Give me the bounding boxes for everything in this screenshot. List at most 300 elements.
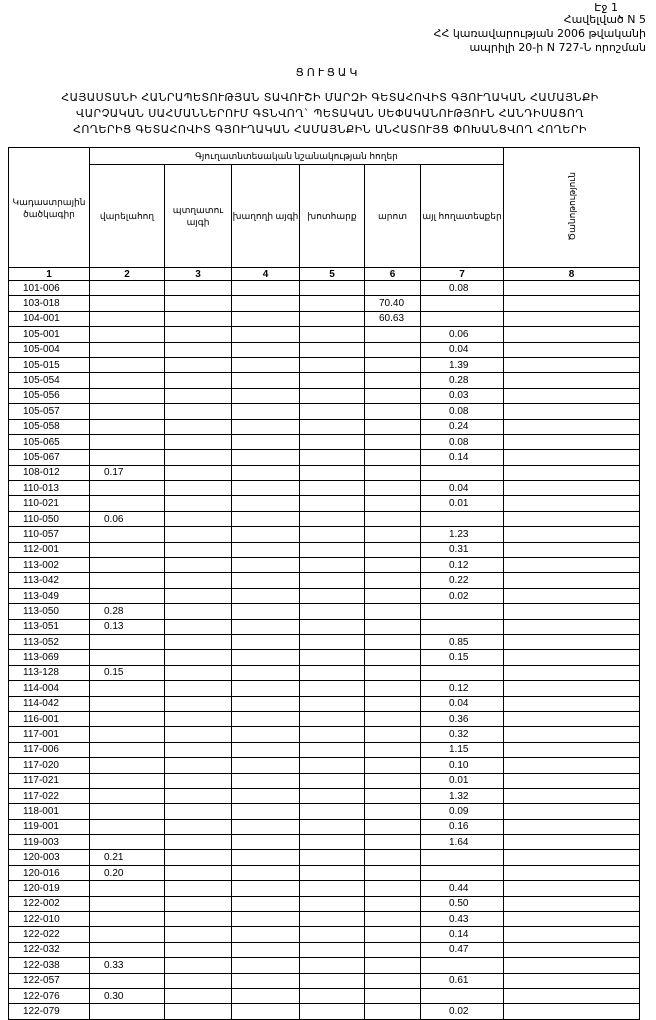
hayfield-cell [300,311,365,326]
orchard-cell [165,481,232,496]
pasture-cell [365,958,421,973]
col-number-8: 8 [504,268,640,281]
table-row [9,404,640,419]
vineyard-cell [232,958,300,973]
other-land-cell [421,511,504,526]
hayfield-cell [300,281,365,296]
note-cell [504,558,640,573]
orchard-cell [165,419,232,434]
other-land-cell: 0.12 [421,681,504,696]
arable-cell [90,373,165,388]
orchard-cell [165,865,232,880]
cadastral-code-cell: 105-067 [9,450,90,465]
arable-cell: 0.30 [90,988,165,1003]
orchard-cell [165,942,232,957]
other-land-cell: 0.01 [421,773,504,788]
vineyard-cell [232,588,300,603]
cadastral-code-cell: 110-057 [9,527,90,542]
cadastral-code-cell: 101-006 [9,281,90,296]
hayfield-cell [300,542,365,557]
hayfield-cell [300,881,365,896]
cadastral-code-cell: 117-022 [9,788,90,803]
vineyard-cell [232,527,300,542]
hayfield-cell [300,973,365,988]
vineyard-cell [232,927,300,942]
orchard-cell [165,773,232,788]
hayfield-cell [300,527,365,542]
cadastral-code-cell: 113-052 [9,634,90,649]
note-cell [504,542,640,557]
other-land-cell [421,311,504,326]
header-pasture: արոտ [365,165,421,268]
other-land-cell: 1.15 [421,742,504,757]
table-row [9,281,640,296]
orchard-cell [165,527,232,542]
vineyard-cell [232,788,300,803]
orchard-cell [165,511,232,526]
cadastral-code-cell: 113-002 [9,558,90,573]
orchard-cell [165,327,232,342]
pasture-cell [365,434,421,449]
hayfield-cell [300,481,365,496]
orchard-cell [165,819,232,834]
table-row [9,665,640,680]
table-row [9,896,640,911]
hayfield-cell [300,573,365,588]
cadastral-code-cell: 104-001 [9,311,90,326]
arable-cell [90,881,165,896]
note-cell [504,481,640,496]
note-cell [504,527,640,542]
orchard-cell [165,619,232,634]
cadastral-code-cell: 105-001 [9,327,90,342]
arable-cell: 0.20 [90,865,165,880]
note-cell [504,465,640,480]
pasture-cell [365,850,421,865]
cadastral-code-cell: 122-002 [9,896,90,911]
arable-cell [90,388,165,403]
note-cell [504,927,640,942]
cadastral-code-cell: 117-006 [9,742,90,757]
vineyard-cell [232,496,300,511]
vineyard-cell [232,573,300,588]
pasture-cell [365,357,421,372]
table-row [9,419,640,434]
other-land-cell: 0.14 [421,450,504,465]
pasture-cell [365,588,421,603]
arable-cell [90,634,165,649]
cadastral-code-cell: 122-057 [9,973,90,988]
hayfield-cell [300,927,365,942]
note-cell [504,281,640,296]
pasture-cell [365,912,421,927]
other-land-cell: 0.43 [421,912,504,927]
other-land-cell: 0.50 [421,896,504,911]
note-cell [504,573,640,588]
cadastral-code-cell: 117-021 [9,773,90,788]
cadastral-code-cell: 117-020 [9,758,90,773]
table-row [9,850,640,865]
note-cell [504,342,640,357]
pasture-cell [365,558,421,573]
orchard-cell [165,404,232,419]
hayfield-cell [300,342,365,357]
hayfield-cell [300,988,365,1003]
other-land-cell: 0.04 [421,342,504,357]
orchard-cell [165,388,232,403]
orchard-cell [165,373,232,388]
other-land-cell: 0.14 [421,927,504,942]
vineyard-cell [232,542,300,557]
orchard-cell [165,727,232,742]
cadastral-code-cell: 122-032 [9,942,90,957]
pasture-cell [365,327,421,342]
arable-cell [90,819,165,834]
header-hayfield: խոտհարք [300,165,365,268]
hayfield-cell [300,434,365,449]
arable-cell [90,727,165,742]
hayfield-cell [300,388,365,403]
orchard-cell [165,958,232,973]
other-land-cell: 0.85 [421,634,504,649]
note-cell [504,773,640,788]
cadastral-code-cell: 105-065 [9,434,90,449]
vineyard-cell [232,511,300,526]
cadastral-code-cell: 110-013 [9,481,90,496]
other-land-cell: 0.08 [421,281,504,296]
col-number-5: 5 [300,268,365,281]
orchard-cell [165,696,232,711]
hayfield-cell [300,696,365,711]
arable-cell: 0.13 [90,619,165,634]
vineyard-cell [232,865,300,880]
table-row [9,942,640,957]
other-land-cell [421,988,504,1003]
pasture-cell [365,711,421,726]
orchard-cell [165,357,232,372]
arable-cell [90,419,165,434]
orchard-cell [165,788,232,803]
vineyard-cell [232,681,300,696]
table-row [9,434,640,449]
orchard-cell [165,973,232,988]
pasture-cell [365,927,421,942]
col-number-3: 3 [165,268,232,281]
arable-cell [90,327,165,342]
vineyard-cell [232,481,300,496]
hayfield-cell [300,619,365,634]
table-row [9,788,640,803]
pasture-cell [365,450,421,465]
pasture-cell [365,281,421,296]
note-cell [504,681,640,696]
cadastral-code-cell: 105-058 [9,419,90,434]
cadastral-code-cell: 118-001 [9,804,90,819]
hayfield-cell [300,650,365,665]
table-row [9,604,640,619]
cadastral-code-cell: 103-018 [9,296,90,311]
table-row [9,1004,640,1019]
arable-cell: 0.33 [90,958,165,973]
hayfield-cell [300,465,365,480]
pasture-cell [365,665,421,680]
annex-reference [434,13,646,55]
pasture-cell [365,511,421,526]
orchard-cell [165,542,232,557]
cadastral-code-cell: 105-004 [9,342,90,357]
header-arable: վարելահող [90,165,165,268]
note-cell [504,450,640,465]
note-cell [504,804,640,819]
other-land-cell: 0.08 [421,434,504,449]
other-land-cell: 0.02 [421,588,504,603]
vineyard-cell [232,835,300,850]
orchard-cell [165,496,232,511]
hayfield-cell [300,742,365,757]
title-line-2: ՎԱՐՉԱԿԱՆ ՍԱՀՄԱՆՆԵՐՈՒՄ ԳՏՆՎՈՂ` ՊԵՏԱԿԱՆ ՍԵՓԱԿԱՆՈՒԹՅՈՒՆ ՀԱՆԴԻՍԱՑՈՂ [76,107,584,120]
vineyard-cell [232,311,300,326]
cadastral-code-cell: 110-050 [9,511,90,526]
pasture-cell [365,1004,421,1019]
cadastral-code-cell: 122-079 [9,1004,90,1019]
orchard-cell [165,804,232,819]
cadastral-code-cell: 122-022 [9,927,90,942]
cadastral-code-cell: 120-016 [9,865,90,880]
note-cell [504,973,640,988]
cadastral-code-cell: 105-056 [9,388,90,403]
orchard-cell [165,296,232,311]
vineyard-cell [232,896,300,911]
note-cell [504,434,640,449]
pasture-cell [365,481,421,496]
orchard-cell [165,881,232,896]
note-cell [504,1004,640,1019]
hayfield-cell [300,634,365,649]
table-row [9,327,640,342]
vineyard-cell [232,604,300,619]
vineyard-cell [232,373,300,388]
pasture-cell [365,634,421,649]
note-cell [504,373,640,388]
header-agricultural-group: Գյուղատնտեսական նշանակության հողեր [90,148,504,165]
table-row [9,634,640,649]
table-row [9,758,640,773]
vineyard-cell [232,357,300,372]
note-cell [504,958,640,973]
hayfield-cell [300,727,365,742]
hayfield-cell [300,850,365,865]
cadastral-code-cell: 116-001 [9,711,90,726]
arable-cell [90,681,165,696]
other-land-cell: 0.15 [421,650,504,665]
orchard-cell [165,711,232,726]
other-land-cell [421,296,504,311]
orchard-cell [165,665,232,680]
note-cell [504,296,640,311]
hayfield-cell [300,942,365,957]
arable-cell [90,450,165,465]
table-row [9,804,640,819]
land-table [8,147,640,1020]
table-row [9,711,640,726]
hayfield-cell [300,788,365,803]
hayfield-cell [300,327,365,342]
orchard-cell [165,1004,232,1019]
note-cell [504,865,640,880]
vineyard-cell [232,434,300,449]
table-row [9,912,640,927]
table-row [9,388,640,403]
other-land-cell: 0.03 [421,388,504,403]
header-orchard: պտղատու այգի [165,165,232,268]
pasture-cell: 60.63 [365,311,421,326]
vineyard-cell [232,804,300,819]
hayfield-cell [300,896,365,911]
other-land-cell: 0.04 [421,481,504,496]
table-row [9,357,640,372]
table-row [9,373,640,388]
pasture-cell [365,865,421,880]
table-row [9,819,640,834]
table-row [9,542,640,557]
note-cell [504,727,640,742]
vineyard-cell [232,419,300,434]
table-row [9,927,640,942]
orchard-cell [165,835,232,850]
vineyard-cell [232,465,300,480]
hayfield-cell [300,450,365,465]
table-row [9,681,640,696]
cadastral-code-cell: 113-042 [9,573,90,588]
hayfield-cell [300,773,365,788]
cadastral-code-cell: 119-003 [9,835,90,850]
other-land-cell: 0.06 [421,327,504,342]
arable-cell: 0.17 [90,465,165,480]
table-row [9,296,640,311]
orchard-cell [165,450,232,465]
note-cell [504,758,640,773]
col-number-4: 4 [232,268,300,281]
pasture-cell [365,496,421,511]
orchard-cell [165,604,232,619]
arable-cell [90,912,165,927]
vineyard-cell [232,665,300,680]
hayfield-cell [300,711,365,726]
hayfield-cell [300,1004,365,1019]
orchard-cell [165,281,232,296]
arable-cell [90,527,165,542]
other-land-cell: 0.04 [421,696,504,711]
note-cell [504,988,640,1003]
pasture-cell [365,527,421,542]
pasture-cell [365,742,421,757]
orchard-cell [165,758,232,773]
other-land-cell: 0.08 [421,404,504,419]
vineyard-cell [232,881,300,896]
table-row [9,988,640,1003]
pasture-cell [365,650,421,665]
hayfield-cell [300,681,365,696]
vineyard-cell [232,912,300,927]
orchard-cell [165,558,232,573]
vineyard-cell [232,296,300,311]
note-cell [504,588,640,603]
vineyard-cell [232,450,300,465]
orchard-cell [165,681,232,696]
vineyard-cell [232,558,300,573]
orchard-cell [165,573,232,588]
other-land-cell: 0.28 [421,373,504,388]
orchard-cell [165,988,232,1003]
cadastral-code-cell: 113-128 [9,665,90,680]
table-row [9,573,640,588]
other-land-cell: 0.16 [421,819,504,834]
arable-cell [90,711,165,726]
hayfield-cell [300,912,365,927]
arable-cell [90,773,165,788]
vineyard-cell [232,650,300,665]
vineyard-cell [232,942,300,957]
vineyard-cell [232,327,300,342]
header-vineyard: խաղողի այգի [232,165,300,268]
hayfield-cell [300,758,365,773]
other-land-cell: 0.22 [421,573,504,588]
vineyard-cell [232,973,300,988]
arable-cell [90,788,165,803]
other-land-cell [421,604,504,619]
other-land-cell: 1.64 [421,835,504,850]
header-other-land: այլ հողատեսքեր [421,165,504,268]
col-number-2: 2 [90,268,165,281]
header-note [504,148,640,268]
vineyard-cell [232,388,300,403]
note-cell [504,912,640,927]
orchard-cell [165,342,232,357]
note-cell [504,419,640,434]
other-land-cell: 1.39 [421,357,504,372]
arable-cell [90,542,165,557]
vineyard-cell [232,819,300,834]
pasture-cell [365,696,421,711]
note-cell [504,357,640,372]
cadastral-code-cell: 113-069 [9,650,90,665]
cadastral-code-cell: 119-001 [9,819,90,834]
note-cell [504,711,640,726]
note-cell [504,881,640,896]
arable-cell [90,434,165,449]
pasture-cell [365,342,421,357]
col-number-1: 1 [9,268,90,281]
pasture-cell [365,619,421,634]
arable-cell [90,804,165,819]
other-land-cell: 0.44 [421,881,504,896]
vineyard-cell [232,619,300,634]
hayfield-cell [300,604,365,619]
orchard-cell [165,634,232,649]
vineyard-cell [232,342,300,357]
vineyard-cell [232,727,300,742]
vineyard-cell [232,988,300,1003]
table-row [9,973,640,988]
orchard-cell [165,850,232,865]
vineyard-cell [232,758,300,773]
pasture-cell [365,942,421,957]
table-row [9,727,640,742]
other-land-cell: 0.47 [421,942,504,957]
col-number-6: 6 [365,268,421,281]
cadastral-code-cell: 105-057 [9,404,90,419]
arable-cell: 0.21 [90,850,165,865]
